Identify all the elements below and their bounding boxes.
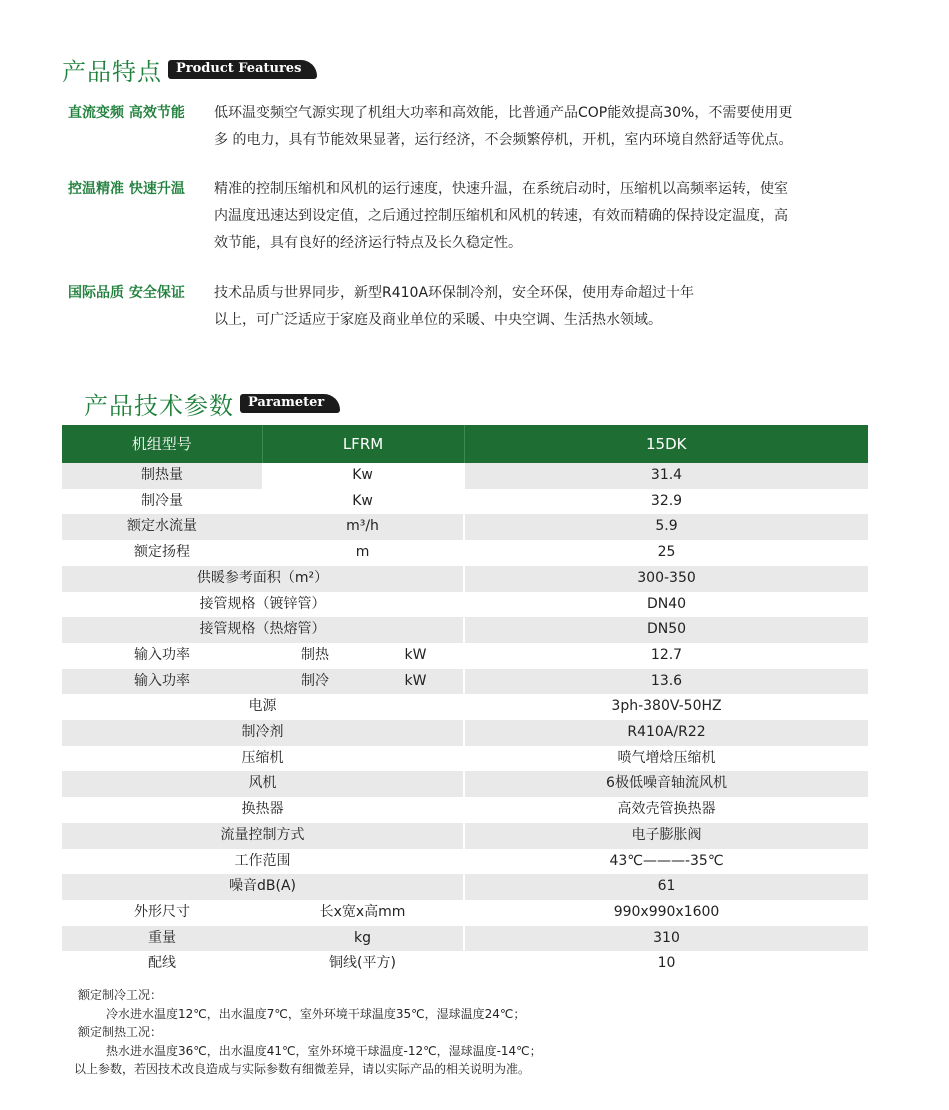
param-name: 配线 [62, 951, 262, 977]
param-mode: 制热 [262, 643, 368, 669]
param-unit: 铜线(平方) [262, 951, 464, 977]
param-name: 输入功率 [62, 643, 262, 669]
param-value: 32.9 [464, 489, 868, 515]
param-value: 高效壳管换热器 [464, 797, 868, 823]
param-unit: m [262, 540, 464, 566]
param-name: 外形尺寸 [62, 900, 262, 926]
param-name: 供暖参考面积（m²） [62, 566, 464, 592]
table-row [62, 643, 868, 669]
table-row [62, 694, 868, 720]
param-name: 制冷剂 [62, 720, 464, 746]
table-row [62, 720, 868, 746]
params-title-text: 产品技术参数 [84, 392, 234, 420]
param-name: 接管规格（热熔管） [62, 617, 464, 643]
feature-item [68, 280, 868, 334]
param-value: 喷气增焓压缩机 [464, 746, 868, 772]
param-value: R410A/R22 [464, 720, 868, 746]
header-model: 15DK [464, 425, 868, 463]
params-section-title [84, 386, 340, 421]
table-row [62, 669, 868, 695]
feature-heading: 国际品质 安全保证 [68, 285, 185, 301]
feature-description [214, 176, 866, 257]
param-name: 噪音dB(A) [62, 874, 464, 900]
table-row [62, 566, 868, 592]
features-tag: Product Features [168, 60, 317, 79]
param-name: 额定水流量 [62, 514, 262, 540]
feature-description [214, 100, 866, 154]
param-name: 流量控制方式 [62, 823, 464, 849]
param-unit: kg [262, 926, 464, 952]
feature-heading: 控温精准 快速升温 [68, 181, 185, 197]
table-row [62, 617, 868, 643]
feature-line: 多 的电力，具有节能效果显著，运行经济，不会频繁停机，开机，室内环境自然舒适等优点。 [214, 132, 793, 148]
feature-description [214, 280, 866, 334]
param-value: 电子膨胀阀 [464, 823, 868, 849]
table-row [62, 900, 868, 926]
feature-line: 低环温变频空气源实现了机组大功率和高效能，比普通产品COP能效提高30%，不需要使用更 [214, 105, 793, 121]
param-unit: Kw [262, 463, 464, 489]
table-row [62, 489, 868, 515]
param-value: 10 [464, 951, 868, 977]
table-row [62, 746, 868, 772]
table-row [62, 823, 868, 849]
table-header-row [62, 425, 868, 463]
param-name: 换热器 [62, 797, 464, 823]
features-section-title [62, 52, 317, 87]
feature-line: 以上，可广泛适应于家庭及商业单位的采暖、中央空调、生活热水领域。 [214, 312, 662, 328]
params-tag: Parameter [240, 394, 340, 413]
heating-condition-text: 热水进水温度36℃，出水温度41℃，室外环境干球温度-12℃，湿球温度-14℃； [106, 1043, 542, 1058]
param-value: 990x990x1600 [464, 900, 868, 926]
param-value: 13.6 [464, 669, 868, 695]
table-row [62, 797, 868, 823]
param-value: 300-350 [464, 566, 868, 592]
param-name: 工作范围 [62, 849, 464, 875]
parameter-table [62, 425, 868, 977]
param-value: 43℃———-35℃ [464, 849, 868, 875]
param-name: 风机 [62, 771, 464, 797]
table-row [62, 514, 868, 540]
footnotes [74, 986, 542, 1079]
param-value: 5.9 [464, 514, 868, 540]
param-name: 接管规格（镀锌管） [62, 592, 464, 618]
feature-line: 技术品质与世界同步，新型R410A环保制冷剂，安全环保，使用寿命超过十年 [214, 285, 695, 301]
table-row [62, 592, 868, 618]
param-value: DN50 [464, 617, 868, 643]
param-value: 31.4 [464, 463, 868, 489]
param-name: 压缩机 [62, 746, 464, 772]
param-value: 6极低噪音轴流风机 [464, 771, 868, 797]
table-row [62, 463, 868, 489]
param-name: 制热量 [62, 463, 262, 489]
param-value: 310 [464, 926, 868, 952]
cooling-condition-heading: 额定制冷工况： [78, 988, 163, 1002]
cooling-condition-text: 冷水进水温度12℃，出水温度7℃，室外环境干球温度35℃，湿球温度24℃； [106, 1006, 526, 1021]
param-name: 输入功率 [62, 669, 262, 695]
header-series: LFRM [262, 425, 464, 463]
feature-line: 精准的控制压缩机和风机的运行速度，快速升温，在系统启动时，压缩机以高频率运转，使室 [214, 181, 788, 197]
feature-line: 效节能，具有良好的经济运行特点及长久稳定性。 [214, 235, 522, 251]
param-value: 3ph-380V-50HZ [464, 694, 868, 720]
param-value: DN40 [464, 592, 868, 618]
table-row [62, 771, 868, 797]
table-row [62, 849, 868, 875]
feature-item [68, 176, 868, 257]
param-name: 重量 [62, 926, 262, 952]
feature-item [68, 100, 868, 154]
feature-line: 内温度迅速达到设定值，之后通过控制压缩机和风机的转速，有效而精确的保持设定温度，高 [214, 208, 788, 224]
table-row [62, 951, 868, 977]
table-row [62, 874, 868, 900]
param-unit: Kw [262, 489, 464, 515]
param-value: 25 [464, 540, 868, 566]
param-name: 制冷量 [62, 489, 262, 515]
header-model-label: 机组型号 [62, 425, 262, 463]
disclaimer-text: 以上参数，若因技术改良造成与实际参数有细微差异，请以实际产品的相关说明为准。 [74, 1062, 531, 1076]
features-title-text: 产品特点 [62, 58, 162, 86]
heating-condition-heading: 额定制热工况： [78, 1025, 163, 1039]
param-name: 额定扬程 [62, 540, 262, 566]
param-name: 电源 [62, 694, 464, 720]
feature-heading: 直流变频 高效节能 [68, 105, 185, 121]
table-row [62, 540, 868, 566]
param-unit: 长x宽x高mm [262, 900, 464, 926]
param-unit: kW [368, 643, 464, 669]
param-value: 12.7 [464, 643, 868, 669]
param-unit: kW [368, 669, 464, 695]
param-value: 61 [464, 874, 868, 900]
param-unit: m³/h [262, 514, 464, 540]
table-row [62, 926, 868, 952]
param-mode: 制冷 [262, 669, 368, 695]
